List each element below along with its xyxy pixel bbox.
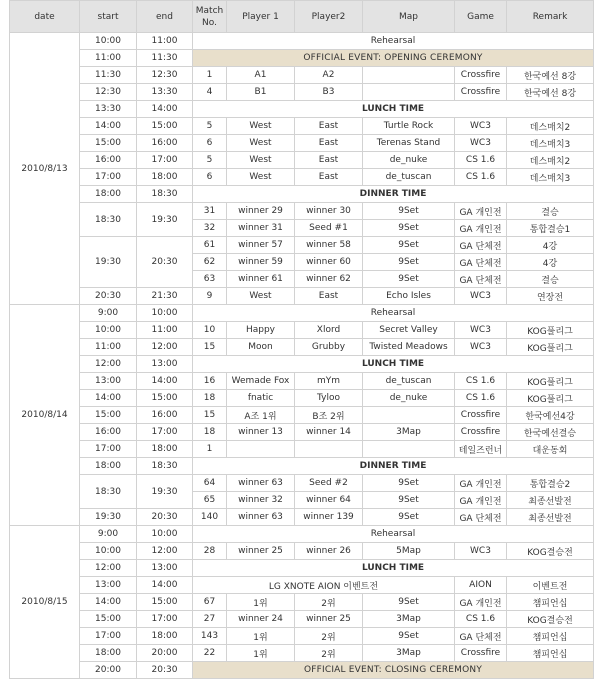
schedule-table (9, 0, 594, 679)
header-start: start (80, 1, 137, 33)
end-time-cell: 14:00 (137, 101, 193, 118)
header-player1: Player 1 (227, 1, 295, 33)
end-time-cell: 20:30 (137, 237, 193, 288)
end-time-cell: 15:00 (137, 390, 193, 407)
match-no-cell: 18 (193, 390, 227, 407)
game-cell: WC3 (455, 322, 507, 339)
player1-cell: 1위 (227, 628, 295, 645)
map-cell: 9Set (363, 628, 455, 645)
table-row (10, 237, 594, 254)
player1-cell: 1위 (227, 594, 295, 611)
player1-cell: winner 32 (227, 492, 295, 509)
header-match-no: Match No. (193, 1, 227, 33)
end-time-cell: 20:30 (137, 509, 193, 526)
end-time-cell: 20:30 (137, 662, 193, 679)
match-no-cell: 10 (193, 322, 227, 339)
map-cell (363, 441, 455, 458)
match-no-cell: 4 (193, 84, 227, 101)
match-no-cell: 143 (193, 628, 227, 645)
remark-cell: 연장전 (507, 288, 594, 305)
player1-cell: Happy (227, 322, 295, 339)
official-event-banner: OFFICIAL EVENT: OPENING CEREMONY (193, 50, 594, 67)
end-time-cell: 10:00 (137, 305, 193, 322)
player2-cell: East (295, 152, 363, 169)
game-cell: WC3 (455, 543, 507, 560)
map-cell: de_tuscan (363, 373, 455, 390)
rehearsal-label: Rehearsal (193, 33, 594, 50)
start-time-cell: 10:00 (80, 322, 137, 339)
game-cell: GA 개인전 (455, 594, 507, 611)
match-no-cell: 27 (193, 611, 227, 628)
table-row (10, 288, 594, 305)
end-time-cell: 18:30 (137, 186, 193, 203)
map-cell: 9Set (363, 594, 455, 611)
map-cell: 9Set (363, 220, 455, 237)
player1-cell: fnatic (227, 390, 295, 407)
player2-cell: B3 (295, 84, 363, 101)
table-row (10, 152, 594, 169)
header-player2: Player2 (295, 1, 363, 33)
remark-cell: KOG결승전 (507, 543, 594, 560)
table-row (10, 662, 594, 679)
end-time-cell: 11:30 (137, 50, 193, 67)
table-row (10, 475, 594, 492)
map-cell: Secret Valley (363, 322, 455, 339)
start-time-cell: 14:00 (80, 594, 137, 611)
match-no-cell: 22 (193, 645, 227, 662)
game-cell: AION (455, 577, 507, 594)
table-row (10, 169, 594, 186)
map-cell (363, 67, 455, 84)
end-time-cell: 11:00 (137, 33, 193, 50)
map-cell (363, 84, 455, 101)
match-no-cell: 140 (193, 509, 227, 526)
match-no-cell: 5 (193, 152, 227, 169)
map-cell: 9Set (363, 237, 455, 254)
map-cell: 9Set (363, 475, 455, 492)
map-cell: de_nuke (363, 390, 455, 407)
table-row (10, 458, 594, 475)
game-cell: GA 단체전 (455, 237, 507, 254)
player1-cell: West (227, 288, 295, 305)
date-cell: 2010/8/14 (10, 305, 80, 526)
table-row (10, 84, 594, 101)
remark-cell: KOG풀리그 (507, 373, 594, 390)
start-time-cell: 15:00 (80, 611, 137, 628)
remark-cell: 대운동회 (507, 441, 594, 458)
player2-cell: East (295, 135, 363, 152)
player1-cell: West (227, 152, 295, 169)
table-row (10, 305, 594, 322)
start-time-cell: 18:30 (80, 203, 137, 237)
remark-cell: 한국예선 8강 (507, 84, 594, 101)
player1-cell: winner 57 (227, 237, 295, 254)
start-time-cell: 12:00 (80, 356, 137, 373)
start-time-cell: 14:00 (80, 118, 137, 135)
player2-cell: B조 2위 (295, 407, 363, 424)
end-time-cell: 15:00 (137, 594, 193, 611)
remark-cell: 이벤트전 (507, 577, 594, 594)
end-time-cell: 19:30 (137, 475, 193, 509)
remark-cell: KOG풀리그 (507, 339, 594, 356)
table-row (10, 101, 594, 118)
player2-cell: winner 62 (295, 271, 363, 288)
remark-cell: 데스매치3 (507, 169, 594, 186)
game-cell: CS 1.6 (455, 152, 507, 169)
match-no-cell: 31 (193, 203, 227, 220)
rehearsal-label: Rehearsal (193, 526, 594, 543)
table-row (10, 322, 594, 339)
end-time-cell: 15:00 (137, 118, 193, 135)
player1-cell: winner 61 (227, 271, 295, 288)
start-time-cell: 19:30 (80, 509, 137, 526)
event-label: LG XNOTE AION 이벤트전 (193, 577, 455, 594)
player1-cell: West (227, 169, 295, 186)
end-time-cell: 18:00 (137, 169, 193, 186)
table-row (10, 33, 594, 50)
match-no-cell: 6 (193, 169, 227, 186)
player1-cell: winner 59 (227, 254, 295, 271)
game-cell: Crossfire (455, 84, 507, 101)
game-cell: GA 개인전 (455, 220, 507, 237)
game-cell: GA 단체전 (455, 271, 507, 288)
break-label: LUNCH TIME (193, 101, 594, 118)
start-time-cell: 11:30 (80, 67, 137, 84)
break-label: LUNCH TIME (193, 356, 594, 373)
map-cell: 9Set (363, 203, 455, 220)
header-row (10, 1, 594, 33)
table-row (10, 611, 594, 628)
map-cell: 9Set (363, 492, 455, 509)
game-cell: CS 1.6 (455, 169, 507, 186)
header-date: date (10, 1, 80, 33)
start-time-cell: 19:30 (80, 237, 137, 288)
map-cell: Terenas Stand (363, 135, 455, 152)
end-time-cell: 20:00 (137, 645, 193, 662)
match-no-cell: 61 (193, 237, 227, 254)
end-time-cell: 16:00 (137, 407, 193, 424)
start-time-cell: 9:00 (80, 526, 137, 543)
player1-cell: winner 31 (227, 220, 295, 237)
player2-cell: winner 30 (295, 203, 363, 220)
end-time-cell: 18:00 (137, 628, 193, 645)
player1-cell: winner 13 (227, 424, 295, 441)
map-cell: de_tuscan (363, 169, 455, 186)
remark-cell: 챔피언십 (507, 645, 594, 662)
start-time-cell: 17:00 (80, 628, 137, 645)
end-time-cell: 16:00 (137, 135, 193, 152)
start-time-cell: 13:00 (80, 373, 137, 390)
start-time-cell: 11:00 (80, 50, 137, 67)
player2-cell: East (295, 118, 363, 135)
map-cell (363, 407, 455, 424)
game-cell: WC3 (455, 118, 507, 135)
table-row (10, 67, 594, 84)
remark-cell: 최종선발전 (507, 509, 594, 526)
map-cell: 3Map (363, 611, 455, 628)
table-row (10, 407, 594, 424)
match-no-cell: 64 (193, 475, 227, 492)
match-no-cell: 62 (193, 254, 227, 271)
table-row (10, 560, 594, 577)
remark-cell: 통합결승1 (507, 220, 594, 237)
start-time-cell: 20:30 (80, 288, 137, 305)
table-row (10, 203, 594, 220)
player2-cell: A2 (295, 67, 363, 84)
remark-cell: 4강 (507, 237, 594, 254)
player1-cell: winner 24 (227, 611, 295, 628)
start-time-cell: 15:00 (80, 135, 137, 152)
game-cell: GA 개인전 (455, 475, 507, 492)
player2-cell: East (295, 169, 363, 186)
header-end: end (137, 1, 193, 33)
player1-cell (227, 441, 295, 458)
player2-cell: winner 25 (295, 611, 363, 628)
game-cell: WC3 (455, 135, 507, 152)
game-cell: Crossfire (455, 645, 507, 662)
header-game: Game (455, 1, 507, 33)
match-no-cell: 6 (193, 135, 227, 152)
game-cell: Crossfire (455, 407, 507, 424)
break-label: LUNCH TIME (193, 560, 594, 577)
match-no-cell: 16 (193, 373, 227, 390)
remark-cell: KOG풀리그 (507, 322, 594, 339)
end-time-cell: 14:00 (137, 373, 193, 390)
player1-cell: winner 63 (227, 509, 295, 526)
schedule-container (9, 0, 593, 679)
player2-cell: winner 14 (295, 424, 363, 441)
player1-cell: A조 1위 (227, 407, 295, 424)
remark-cell: KOG결승전 (507, 611, 594, 628)
table-row (10, 424, 594, 441)
match-no-cell: 32 (193, 220, 227, 237)
start-time-cell: 17:00 (80, 169, 137, 186)
rehearsal-label: Rehearsal (193, 305, 594, 322)
remark-cell: 챔피언십 (507, 628, 594, 645)
end-time-cell: 13:00 (137, 356, 193, 373)
game-cell: 테일즈런너 (455, 441, 507, 458)
map-cell: 5Map (363, 543, 455, 560)
table-row (10, 509, 594, 526)
schedule-body (10, 33, 594, 679)
player1-cell: winner 25 (227, 543, 295, 560)
table-row (10, 50, 594, 67)
game-cell: CS 1.6 (455, 373, 507, 390)
start-time-cell: 12:00 (80, 560, 137, 577)
table-row (10, 356, 594, 373)
start-time-cell: 18:00 (80, 458, 137, 475)
player1-cell: Wemade Fox (227, 373, 295, 390)
map-cell: 9Set (363, 271, 455, 288)
game-cell: WC3 (455, 339, 507, 356)
player2-cell: Grubby (295, 339, 363, 356)
player2-cell: 2위 (295, 594, 363, 611)
player1-cell: 1위 (227, 645, 295, 662)
player2-cell: winner 26 (295, 543, 363, 560)
game-cell: GA 단체전 (455, 254, 507, 271)
match-no-cell: 28 (193, 543, 227, 560)
start-time-cell: 10:00 (80, 543, 137, 560)
match-no-cell: 5 (193, 118, 227, 135)
table-row (10, 577, 594, 594)
table-row (10, 594, 594, 611)
table-row (10, 441, 594, 458)
table-row (10, 390, 594, 407)
table-row (10, 526, 594, 543)
game-cell: GA 단체전 (455, 509, 507, 526)
end-time-cell: 17:00 (137, 152, 193, 169)
table-row (10, 373, 594, 390)
map-cell: Turtle Rock (363, 118, 455, 135)
player2-cell: Xlord (295, 322, 363, 339)
end-time-cell: 18:00 (137, 441, 193, 458)
remark-cell: 최종선발전 (507, 492, 594, 509)
player1-cell: West (227, 118, 295, 135)
start-time-cell: 13:00 (80, 577, 137, 594)
table-row (10, 645, 594, 662)
end-time-cell: 19:30 (137, 203, 193, 237)
start-time-cell: 11:00 (80, 339, 137, 356)
end-time-cell: 14:00 (137, 577, 193, 594)
start-time-cell: 13:30 (80, 101, 137, 118)
player1-cell: A1 (227, 67, 295, 84)
remark-cell: 챔피언십 (507, 594, 594, 611)
match-no-cell: 63 (193, 271, 227, 288)
end-time-cell: 13:00 (137, 560, 193, 577)
end-time-cell: 12:30 (137, 67, 193, 84)
header-map: Map (363, 1, 455, 33)
player1-cell: West (227, 135, 295, 152)
match-no-cell: 65 (193, 492, 227, 509)
start-time-cell: 16:00 (80, 424, 137, 441)
official-event-banner: OFFICIAL EVENT: CLOSING CEREMONY (193, 662, 594, 679)
remark-cell: 한국예선4강 (507, 407, 594, 424)
remark-cell: 결승 (507, 271, 594, 288)
start-time-cell: 18:30 (80, 475, 137, 509)
start-time-cell: 9:00 (80, 305, 137, 322)
player2-cell: Tyloo (295, 390, 363, 407)
game-cell: Crossfire (455, 424, 507, 441)
start-time-cell: 18:00 (80, 645, 137, 662)
player1-cell: B1 (227, 84, 295, 101)
player2-cell: winner 58 (295, 237, 363, 254)
game-cell: Crossfire (455, 67, 507, 84)
table-row (10, 339, 594, 356)
match-no-cell: 1 (193, 67, 227, 84)
map-cell: 9Set (363, 254, 455, 271)
player1-cell: Moon (227, 339, 295, 356)
match-no-cell: 9 (193, 288, 227, 305)
date-cell: 2010/8/15 (10, 526, 80, 679)
end-time-cell: 13:30 (137, 84, 193, 101)
player2-cell: winner 64 (295, 492, 363, 509)
player2-cell: 2위 (295, 628, 363, 645)
game-cell: GA 개인전 (455, 203, 507, 220)
remark-cell: 데스매치3 (507, 135, 594, 152)
remark-cell: 통합결승2 (507, 475, 594, 492)
player2-cell (295, 441, 363, 458)
end-time-cell: 17:00 (137, 424, 193, 441)
start-time-cell: 15:00 (80, 407, 137, 424)
game-cell: GA 개인전 (455, 492, 507, 509)
break-label: DINNER TIME (193, 186, 594, 203)
start-time-cell: 12:30 (80, 84, 137, 101)
match-no-cell: 18 (193, 424, 227, 441)
match-no-cell: 1 (193, 441, 227, 458)
remark-cell: KOG풀리그 (507, 390, 594, 407)
table-row (10, 118, 594, 135)
player2-cell: 2위 (295, 645, 363, 662)
match-no-cell: 15 (193, 407, 227, 424)
map-cell: 3Map (363, 645, 455, 662)
date-cell: 2010/8/13 (10, 33, 80, 305)
game-cell: CS 1.6 (455, 390, 507, 407)
map-cell: 9Set (363, 509, 455, 526)
start-time-cell: 16:00 (80, 152, 137, 169)
player2-cell: Seed #1 (295, 220, 363, 237)
player2-cell: mYm (295, 373, 363, 390)
player2-cell: winner 139 (295, 509, 363, 526)
table-row (10, 628, 594, 645)
start-time-cell: 18:00 (80, 186, 137, 203)
player2-cell: winner 60 (295, 254, 363, 271)
header-remark: Remark (507, 1, 594, 33)
table-row (10, 186, 594, 203)
end-time-cell: 10:00 (137, 526, 193, 543)
remark-cell: 한국예선 8강 (507, 67, 594, 84)
end-time-cell: 18:30 (137, 458, 193, 475)
game-cell: CS 1.6 (455, 611, 507, 628)
end-time-cell: 12:00 (137, 543, 193, 560)
start-time-cell: 20:00 (80, 662, 137, 679)
remark-cell: 한국예선결승 (507, 424, 594, 441)
map-cell: de_nuke (363, 152, 455, 169)
map-cell: Twisted Meadows (363, 339, 455, 356)
remark-cell: 결승 (507, 203, 594, 220)
player1-cell: winner 29 (227, 203, 295, 220)
game-cell: GA 단체전 (455, 628, 507, 645)
remark-cell: 데스매치2 (507, 152, 594, 169)
map-cell: 3Map (363, 424, 455, 441)
player1-cell: winner 63 (227, 475, 295, 492)
table-row (10, 543, 594, 560)
end-time-cell: 12:00 (137, 339, 193, 356)
match-no-cell: 15 (193, 339, 227, 356)
end-time-cell: 11:00 (137, 322, 193, 339)
end-time-cell: 21:30 (137, 288, 193, 305)
start-time-cell: 10:00 (80, 33, 137, 50)
remark-cell: 데스매치2 (507, 118, 594, 135)
player2-cell: Seed #2 (295, 475, 363, 492)
map-cell: Echo Isles (363, 288, 455, 305)
start-time-cell: 14:00 (80, 390, 137, 407)
start-time-cell: 17:00 (80, 441, 137, 458)
end-time-cell: 17:00 (137, 611, 193, 628)
break-label: DINNER TIME (193, 458, 594, 475)
table-row (10, 135, 594, 152)
player2-cell: East (295, 288, 363, 305)
remark-cell: 4강 (507, 254, 594, 271)
game-cell: WC3 (455, 288, 507, 305)
match-no-cell: 67 (193, 594, 227, 611)
